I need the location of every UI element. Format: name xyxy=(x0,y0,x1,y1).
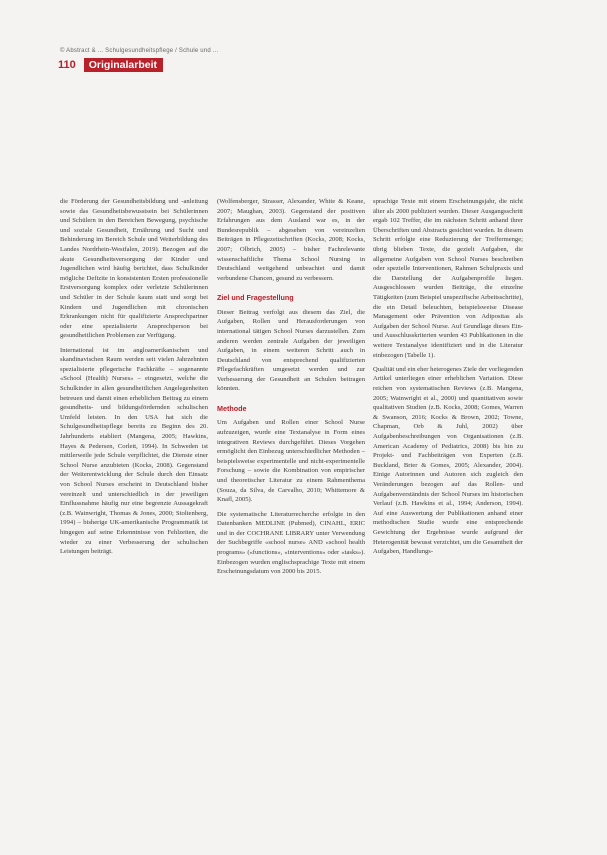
paragraph: sprachige Texte mit einem Erscheinungsjahr, die nicht älter als 2000 publiziert wurden. Dieser Ausgangsschritt ergab 102 Treffer, die im nächsten Schritt anhand ihrer Überschriften und Abstracts gesichtet wurden. In diesem Schritt erfolgte eine Reduzierung der Treffermenge; übrig blieben Texte, die gezielt Aufgaben, die allgemeine Aufgaben von School Nurses beschreiben oder spezielle Interventionen, Rahmen Schulpraxis und die Darstellung der Aufgabenprofile liegen. Ausgeschlossen wurden Beiträge, die einzelne Tätigkeiten (zum Beispiel unspezifische Arbeitsschritte), die ein Detail beleuchten, beispielsweise Disease Management oder Prävention von Adipositas als Aufgaben der School Nurse. Auf Grundlage dieses Ein- und Ausschlusskriterien wurden 43 Publikationen in die weitere Textanalyse identifiziert und in die Literatur einbezogen (Tabelle 1). xyxy=(373,198,523,359)
section-heading-aim: Ziel und Fragestellung xyxy=(217,292,294,302)
paragraph: Die systematische Literaturrecherche erfolgte in den Datenbanken MEDLINE (Pubmed), CINAHL, ERIC und in der COCHRANE LIBRARY unter Verwendung der Suchbegriffe «school nurse» AND «school health programs» («functions», «interventions» oder «tasks»). Einbezogen wurden englischsprachige Texte mit einem Erscheinungsdatum von 2000 bis 2015. xyxy=(217,510,365,576)
paragraph: Um Aufgaben und Rollen einer School Nurse aufzuzeigen, wurde eine Textanalyse in Form eines integrativen Reviews durchgeführt. Dieses Vorgehen ermöglicht den Einbezug unterschiedlicher Methoden – beispielsweise experimentelle und nicht-experimentelle Forschung – sowie die Kombination von empirischer und theoretischer Literatur zu einem Rahmenthema (Souza, da Silva, de Carvalho, 2010; Whittemore & Knafl, 2005). xyxy=(217,419,365,504)
paragraph: (Wolfensberger, Strasser, Alexander, White & Keane, 2007; Maughan, 2003). Gegenstand der positiven Erfahrungen aus dem Ausland war es, in der Bundesrepublik – abgesehen von vereinzelten Beiträgen in Pflegezeitschriften (Kocks, 2008; Kocks, 2007; Olbrich, 2005) – bisher Fachrelevante wissenschaftliche Thema School Nursing in Deutschland weitgehend unbeachtet und damit verbundene Chancen, gesund zu verbessern. xyxy=(217,198,365,282)
text-column-1 xyxy=(60,197,208,557)
paragraph: Qualität und ein eher heterogenes Ziele der vorliegenden Artikel unterliegen einer erheblichen Variation. Diese reichen von systematischen Reviews (z.B. Mangena, 2005; Wainwright et al., 2000) und quantitativen sowie qualitativen Studien (z.B. Kocks, 2008; Gomes, Warren & Swanson, 2016; Kocks & Brown, 2002; Towne, Chapman, Orb & Juhl, 2002) über Aufgabenbeschreibungen von Organisationen (z.B. American Academy of Pediatrics, 2008) bis hin zu Projekt- und Fachbeiträgen von Experten (z.B. Buckland, Brier & Gomes, 2005; Alexander, 2004). Einige Autorinnen und Autoren sich zugleich den Veränderungen bezogen auf das Rollen- und Aufgabenverständnis der School Nurses im historischen Verlauf (z.B. Hawkins et al., 1994; Anderson, 1994). Auf eine Auswertung der Publikationen anhand einer methodischen Studie wurde eine entsprechende Gewichtung der Ergebnisse wurde aufgrund der Heterogenität bewusst verzichtet, um die Gesamtheit der Aufgaben, Handlungs- xyxy=(373,365,523,556)
text-column-3 xyxy=(373,197,523,557)
paragraph: International ist im angloamerikanischen und skandinavischen Raum werden seit vielen Jahrzehnten spezialisierte pflegerische Fachkräfte – sogenannte «School (Health) Nurses» – eingesetzt, welche die Schulkinder in allen gesundheitlichen Angelegenheiten betreuen und damit einen erheblichen Beitrag zu einem gesundheits- und bildungsfördernden schulischen Umfeld leisten. In den USA hat sich die Schulgesundheitspflege bereits zu Beginn des 20. Jahrhunderts etabliert (Mangena, 2005; Hawkins, Hayes & Pedersen, Corlett, 1994). In Schweden ist mittlerweile jede Schule verpflichtet, die Dienste einer School Nurse anzubieten (Kocks, 2008). Gegenstand der Weiterentwicklung der Schule durch den Einsatz von School Nurses erscheint in Deutschland bisher vereinzelt und unterschiedlich in der jeweiligen Einflussnahme häufig nur eine begrenzte Aussagekraft (z.B. Wainwright, Thomas & Jones, 2000; Stoltenberg, 1994) – bisherige UK-amerikanische Programmatik ist hingegen auf seine Erkenntnisse von Fehlzeiten, die wieder zu einer Verbesserung der schulischen Leistungen beiträgt. xyxy=(60,346,208,556)
page-header xyxy=(60,58,163,72)
text-column-2 xyxy=(217,197,365,577)
breadcrumb: © Abstract & ... Schulgesundheitspflege / Schule und ... xyxy=(60,48,219,54)
page-number: 110 xyxy=(58,59,76,71)
section-label: Originalarbeit xyxy=(84,58,163,72)
paragraph: Dieser Beitrag verfolgt aus diesem das Ziel, die Aufgaben, Rollen und Herausforderungen von international tätigen School Nurses darzustellen. Zum anderen werden zentrale Aufgaben der jeweiligen Aufgaben, in einem weiteren Schritt auch in Deutschland von entsprechend qualifizierten Pflegefachkräften umgesetzt werden und zur Verbesserung der Gesundheit an Schulen beitragen könnten. xyxy=(217,308,365,393)
paragraph: die Förderung der Gesundheitsbildung und -anleitung sowie das Gesundheitsbewusstsein bei Schülerinnen und Schülern in den Bereichen Bewegung, psychische und soziale Gesundheit, Ernährung und Sucht und Behinderung im Bereich Schule und Weiterbildung des Landes Nordrhein-Westfalen, 2019). Bezogen auf die akute Gesundheitsversorgung der Kinder und Jugendlichen wird häufig berichtet, dass Schulkinder mögliche Defizite in konsistenten Ersten professionelle Erstversorgung komplex oder verletzte Schülerinnen und Schüler in der Schule kaum statt und sorgt bei Kindern und Jugendlichen mit chronischen Erkrankungen nicht für qualifizierte Ansprechpartner oder eine spezialisierte Ansprechperson bei gesundheitlichen Problemen zur Verfügung. xyxy=(60,198,208,340)
section-heading-methods: Methode xyxy=(217,403,247,413)
